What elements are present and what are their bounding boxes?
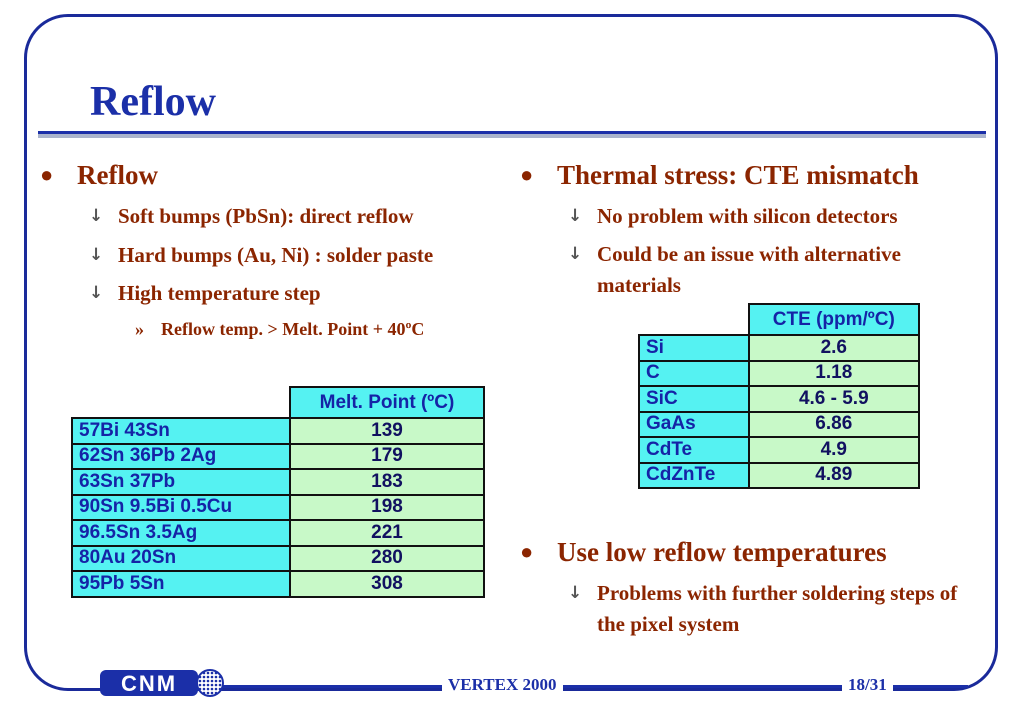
right-bullet-1-text: No problem with silicon detectors (597, 204, 898, 228)
melt-point-value: 179 (290, 444, 484, 470)
down-arrow-icon: ↓ (89, 245, 104, 265)
slide-title: Reflow (90, 79, 216, 125)
material-name: SiC (639, 386, 749, 412)
left-bullet-2 (89, 240, 434, 271)
melt-point-header: Melt. Point (ºC) (290, 387, 484, 418)
title-underline (38, 131, 986, 138)
down-arrow-icon: ↓ (568, 583, 583, 603)
cte-value: 6.86 (749, 412, 919, 438)
cte-value: 1.18 (749, 361, 919, 387)
table-row (72, 571, 484, 597)
left-bullet-3-text: High temperature step (118, 281, 321, 305)
right-bullet-2-text: Could be an issue with alternative materials (597, 242, 901, 297)
alloy-name: 90Sn 9.5Bi 0.5Cu (72, 495, 290, 521)
footer-center: VERTEX 2000 (442, 674, 563, 696)
guillemet-icon: » (135, 319, 144, 339)
melt-point-value: 308 (290, 571, 484, 597)
alloy-name: 63Sn 37Pb (72, 469, 290, 495)
page-number: 18/31 (842, 674, 893, 696)
cte-value: 2.6 (749, 335, 919, 361)
material-name: CdZnTe (639, 463, 749, 489)
alloy-name: 62Sn 36Pb 2Ag (72, 444, 290, 470)
left-heading: Reflow (77, 160, 158, 190)
left-sub-bullet (135, 317, 425, 341)
alloy-name: 95Pb 5Sn (72, 571, 290, 597)
bullet-icon: ● (520, 162, 534, 187)
right-heading-2-item (520, 537, 887, 567)
melt-point-value: 221 (290, 520, 484, 546)
right-bullet-3-text: Problems with further soldering steps of the pixel system (597, 581, 958, 636)
right-heading-1-item (520, 160, 919, 190)
cnm-logo (98, 667, 226, 699)
table-row (639, 437, 919, 463)
table-row (72, 546, 484, 572)
melt-point-table (71, 386, 485, 598)
left-sub-bullet-text: Reflow temp. > Melt. Point + 40ºC (161, 319, 425, 339)
cte-value: 4.9 (749, 437, 919, 463)
right-bullet-2 (568, 239, 982, 301)
left-heading-item (40, 160, 158, 190)
alloy-name: 57Bi 43Sn (72, 418, 290, 444)
right-bullet-1 (568, 201, 898, 232)
material-name: C (639, 361, 749, 387)
down-arrow-icon: ↓ (89, 206, 104, 226)
material-name: GaAs (639, 412, 749, 438)
melt-point-value: 139 (290, 418, 484, 444)
cte-value: 4.6 - 5.9 (749, 386, 919, 412)
table-row (72, 520, 484, 546)
melt-point-value: 198 (290, 495, 484, 521)
table-row (72, 444, 484, 470)
right-heading-2: Use low reflow temperatures (557, 537, 887, 567)
left-bullet-3 (89, 278, 321, 309)
cte-value: 4.89 (749, 463, 919, 489)
left-bullet-1-text: Soft bumps (PbSn): direct reflow (118, 204, 414, 228)
table-row (639, 412, 919, 438)
cte-table (638, 303, 920, 489)
right-heading-1: Thermal stress: CTE mismatch (557, 160, 919, 190)
cte-header: CTE (ppm/ºC) (749, 304, 919, 335)
left-bullet-2-text: Hard bumps (Au, Ni) : solder paste (118, 243, 434, 267)
left-bullet-1 (89, 201, 414, 232)
table-row (639, 335, 919, 361)
melt-point-value: 183 (290, 469, 484, 495)
down-arrow-icon: ↓ (568, 206, 583, 226)
table-row (639, 361, 919, 387)
table-row (72, 495, 484, 521)
down-arrow-icon: ↓ (89, 283, 104, 303)
material-name: Si (639, 335, 749, 361)
down-arrow-icon: ↓ (568, 244, 583, 264)
alloy-name: 96.5Sn 3.5Ag (72, 520, 290, 546)
melt-point-value: 280 (290, 546, 484, 572)
table-row (639, 463, 919, 489)
logo-text: CNM (120, 671, 178, 696)
table-row (639, 386, 919, 412)
alloy-name: 80Au 20Sn (72, 546, 290, 572)
table-row (72, 418, 484, 444)
bullet-icon: ● (520, 539, 534, 564)
material-name: CdTe (639, 437, 749, 463)
bullet-icon: ● (40, 162, 54, 187)
table-row (72, 469, 484, 495)
right-bullet-3 (568, 578, 982, 640)
